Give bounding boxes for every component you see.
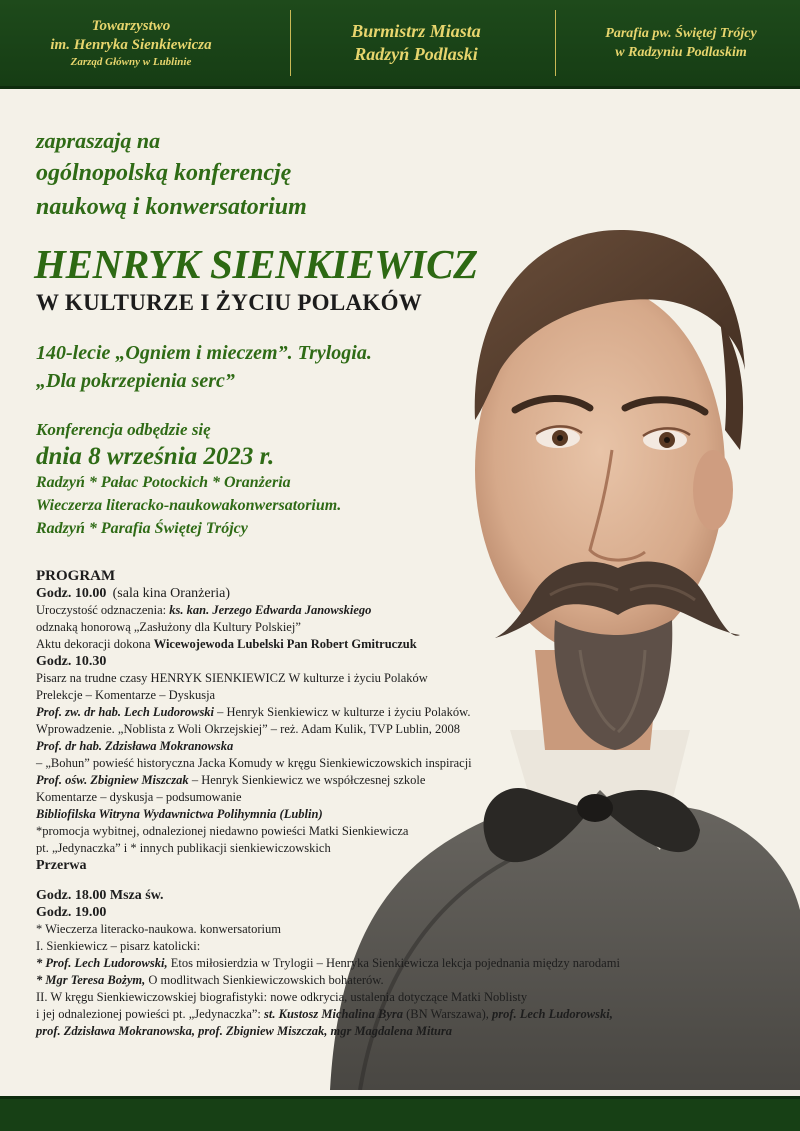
main-subtitle: W KULTURZE I ŻYCIU POLAKÓW: [36, 290, 423, 315]
organizer-mayor-line1: Burmistrz Miasta: [351, 21, 481, 41]
program-line: pt. „Jedynaczka” i * innych publikacji sienkiewiczowskich: [36, 841, 331, 855]
conference-intro: Konferencja odbędzie się: [36, 420, 211, 439]
anniversary-line1: 140-lecie „Ogniem i mieczem”. Trylogia.: [36, 342, 372, 364]
program-line: Komentarze – dyskusja – podsumowanie: [36, 790, 242, 804]
venue-line1: Radzyń * Pałac Potockich * Oranżeria: [36, 474, 291, 491]
conference-type-line2: naukową i konwersatorium: [36, 194, 307, 220]
program-line: [36, 955, 676, 972]
official-name: Wicewojewoda Lubelski Pan Robert Gmitruczuk: [153, 637, 417, 651]
speaker-name: * Prof. Lech Ludorowski,: [36, 956, 168, 970]
venue-line3: Radzyń * Parafia Świętej Trójcy: [36, 520, 248, 537]
text-segment: – Henryk Sienkiewicz w kulturze i życiu Polaków.: [214, 705, 471, 719]
text-segment: – Henryk Sienkiewicz we współczesnej szkole: [188, 773, 426, 787]
invitation-line: zapraszają na: [36, 128, 161, 153]
program-line: – „Bohun” powieść historyczna Jacka Komudy w kręgu Sienkiewiczowskich inspiracji: [36, 756, 472, 770]
program-section: [36, 568, 676, 1040]
organizer-parish: [562, 0, 800, 86]
venue-line2: Wieczerza literacko-naukowakonwersatorium.: [36, 497, 342, 514]
program-line: [36, 636, 676, 653]
speaker-name: Prof. dr hab. Zdzisława Mokranowska: [36, 739, 234, 753]
organizer-parish-line2: w Radzyniu Podlaskim: [615, 45, 747, 60]
honoree-name: ks. kan. Jerzego Edwarda Janowskiego: [169, 603, 372, 617]
spacer: [36, 874, 676, 887]
footer-bar: [0, 1096, 800, 1131]
text-segment: O modlitwach Sienkiewiczowskich bohaterów.: [145, 973, 384, 987]
speaker-name: st. Kustosz Michalina Byra: [264, 1007, 403, 1021]
program-line: * Wieczerza literacko-naukowa. konwersatorium: [36, 922, 281, 936]
program-line: [36, 1006, 676, 1023]
program-line: Pisarz na trudne czasy HENRYK SIENKIEWICZ W kulturze i życiu Polaków: [36, 671, 428, 685]
program-line: [36, 704, 676, 721]
program-line: [36, 772, 676, 789]
speaker-name: Prof. zw. dr hab. Lech Ludorowski: [36, 705, 215, 719]
text-segment: Etos miłosierdzia w Trylogii – Henryka Sienkiewicza lekcja pojednania między narodami: [167, 956, 620, 970]
session-2-time: Godz. 10.30: [36, 654, 107, 669]
conference-type-line1: ogólnopolską konferencję: [36, 160, 292, 186]
speaker-name: * Mgr Teresa Bożym,: [36, 973, 146, 987]
program-line: II. W kręgu Sienkiewiczowskiej biografistyki: nowe odkrycia, ustalenia dotyczące Matki Noblisty: [36, 990, 528, 1004]
program-line: [36, 972, 676, 989]
header-divider: [555, 10, 556, 76]
speaker-name: Prof. ośw. Zbigniew Miszczak: [36, 773, 189, 787]
program-line: [36, 602, 676, 619]
session-1-header: [36, 585, 676, 602]
program-heading: PROGRAM: [36, 568, 116, 584]
organizer-society-line1: Towarzystwo: [91, 17, 171, 34]
organizer-society-line2: im. Henryka Sienkiewicza: [50, 36, 212, 53]
program-line: *promocja wybitnej, odnalezionej niedawno powieści Matki Sienkiewicza: [36, 824, 409, 838]
program-line: I. Sienkiewicz – pisarz katolicki:: [36, 939, 201, 953]
session-4-time: Godz. 19.00: [36, 905, 107, 920]
anniversary-line2: „Dla pokrzepienia serc”: [36, 370, 235, 392]
header-divider: [290, 10, 291, 76]
organizer-society: [0, 0, 262, 86]
speaker-names: prof. Zdzisława Mokranowska, prof. Zbigniew Miszczak, mgr Magdalena Mitura: [36, 1024, 453, 1038]
header-bar: [0, 0, 800, 89]
organizer-mayor: [300, 0, 532, 86]
text-segment: Uroczystość odznaczenia:: [36, 603, 170, 617]
break-label: Przerwa: [36, 858, 87, 873]
publisher-name: Bibliofilska Witryna Wydawnictwa Polihymnia (Lublin): [36, 807, 323, 821]
main-title: HENRYK SIENKIEWICZ: [34, 241, 478, 287]
organizer-society-line3: Zarząd Główny w Lublinie: [70, 55, 192, 68]
text-segment: (BN Warszawa),: [402, 1007, 492, 1021]
conference-date: dnia 8 września 2023 r.: [36, 443, 275, 470]
session-1-time: Godz. 10.00: [36, 586, 107, 601]
program-line: Prelekcje – Komentarze – Dyskusja: [36, 688, 216, 702]
text-segment: Aktu dekoracji dokona: [36, 637, 154, 651]
session-3-mass: Godz. 18.00 Msza św.: [36, 888, 164, 903]
text-segment: i jej odnalezionej powieści pt. „Jedynaczka”:: [36, 1007, 265, 1021]
speaker-name: prof. Lech Ludorowski,: [492, 1007, 613, 1021]
program-line: odznaką honorową „Zasłużony dla Kultury Polskiej”: [36, 620, 301, 634]
session-1-venue: (sala kina Oranżeria): [112, 586, 231, 601]
organizer-parish-line1: Parafia pw. Świętej Trójcy: [605, 26, 757, 41]
program-line: Wprowadzenie. „Noblista z Woli Okrzejskiej” – reż. Adam Kulik, TVP Lublin, 2008: [36, 722, 461, 736]
organizer-mayor-line2: Radzyń Podlaski: [354, 44, 478, 64]
